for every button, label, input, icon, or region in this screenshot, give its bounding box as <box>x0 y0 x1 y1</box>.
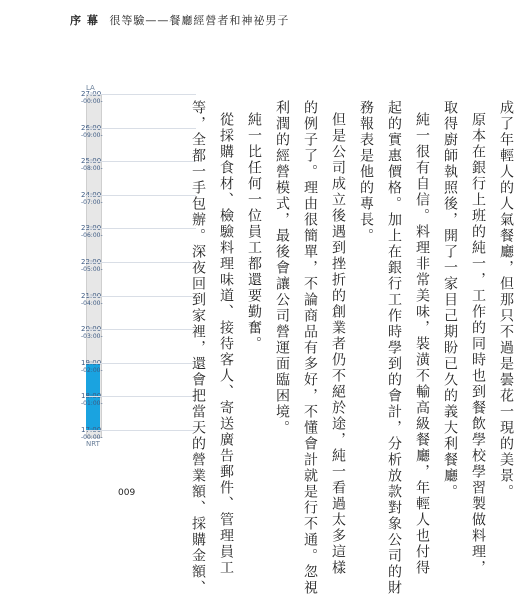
tick-time: 21:00 <box>81 291 102 300</box>
timeline-tick <box>81 258 103 274</box>
tick-line <box>86 329 196 330</box>
flight-timeline <box>78 84 200 454</box>
tick-offset: -09:00- <box>81 131 103 139</box>
tick-offset: -03:00- <box>81 333 103 341</box>
chapter-title: 很等驗——餐廳經營者和神祕男子 <box>109 14 290 27</box>
tick-offset: -00:00- <box>81 434 103 441</box>
origin-label: LA <box>86 84 95 92</box>
tick-line <box>86 94 196 95</box>
timeline-tick <box>81 124 103 140</box>
timeline-tick <box>81 359 103 375</box>
timeline-tick <box>81 90 103 106</box>
tick-time: 25:00 <box>81 157 102 166</box>
tick-line <box>86 128 196 129</box>
text-column: 取得廚師執照後，開了一家目己期盼已久的義大利餐廳。 <box>442 100 458 500</box>
timeline-tick <box>81 191 103 207</box>
text-column: 從採購食材、檢驗料理味道、接待客人、寄送廣告郵件、管理員工 <box>218 112 234 576</box>
timeline-tick <box>81 392 103 408</box>
tick-time: 24:00 <box>81 190 102 199</box>
tick-time: 27:00 <box>81 90 102 98</box>
destination-label: NRT <box>86 440 100 448</box>
tick-time: 20:00 <box>81 325 102 334</box>
tick-time: 18:00 <box>81 392 102 401</box>
running-header <box>70 12 289 28</box>
text-column: 原本在銀行上班的純一，工作的同時也到餐飲學校學習製做料理， <box>470 112 486 576</box>
text-column: 利潤的經營模式，最後會讓公司營運面臨困境。 <box>274 100 290 436</box>
text-column: 務報表是他的專長。 <box>358 100 374 244</box>
page-number: 009 <box>118 488 136 498</box>
tick-offset: -07:00- <box>81 198 103 206</box>
text-column: 起的實惠價格。加上在銀行工作時學到的會計，分析放款對象公司的財 <box>386 100 402 596</box>
tick-time: 17:00 <box>81 426 102 434</box>
tick-time: 23:00 <box>81 224 102 233</box>
tick-time: 19:00 <box>81 358 102 367</box>
tick-line <box>86 161 196 162</box>
tick-line <box>86 430 196 431</box>
text-column: 的例子了。理由很簡單，不論商品有多好，不懂會計就是行不通。忽視 <box>302 100 318 596</box>
text-column: 純一很有自信。料理非常美味，裝潢不輸高級餐廳，年輕人也付得 <box>414 112 430 576</box>
timeline-tick <box>81 157 103 173</box>
tick-offset: -00:00- <box>81 98 103 105</box>
tick-line <box>86 296 196 297</box>
tick-offset: -05:00- <box>81 266 103 273</box>
text-column: 純一比任何一位員工都還要勤奮。 <box>246 112 262 352</box>
tick-time: 22:00 <box>81 258 102 266</box>
tick-offset: -06:00- <box>81 232 103 240</box>
tick-line <box>86 228 196 229</box>
timeline-tick <box>81 325 103 341</box>
tick-offset: -02:00- <box>81 366 103 374</box>
text-column: 但是公司成立後遇到挫折的創業者仍不絕於途，純一看過太多這樣 <box>330 112 346 576</box>
timeline-tick <box>81 224 103 240</box>
tick-offset: -08:00- <box>81 165 103 173</box>
chapter-label: 序 幕 <box>70 14 99 27</box>
tick-line <box>86 396 196 397</box>
timeline-tick <box>81 292 103 308</box>
tick-time: 26:00 <box>81 123 102 132</box>
tick-line <box>86 195 196 196</box>
tick-offset: -01:00- <box>81 400 103 408</box>
tick-offset: -04:00- <box>81 299 103 307</box>
text-column: 成了年輕人的人氣餐廳，但那只不過是曇花一現的美景。 <box>498 100 514 500</box>
tick-line <box>86 363 196 364</box>
text-column: 等，全都一手包辦。深夜回到家裡，還會把當天的營業額、採購金額、 <box>190 100 206 596</box>
tick-line <box>86 262 196 263</box>
